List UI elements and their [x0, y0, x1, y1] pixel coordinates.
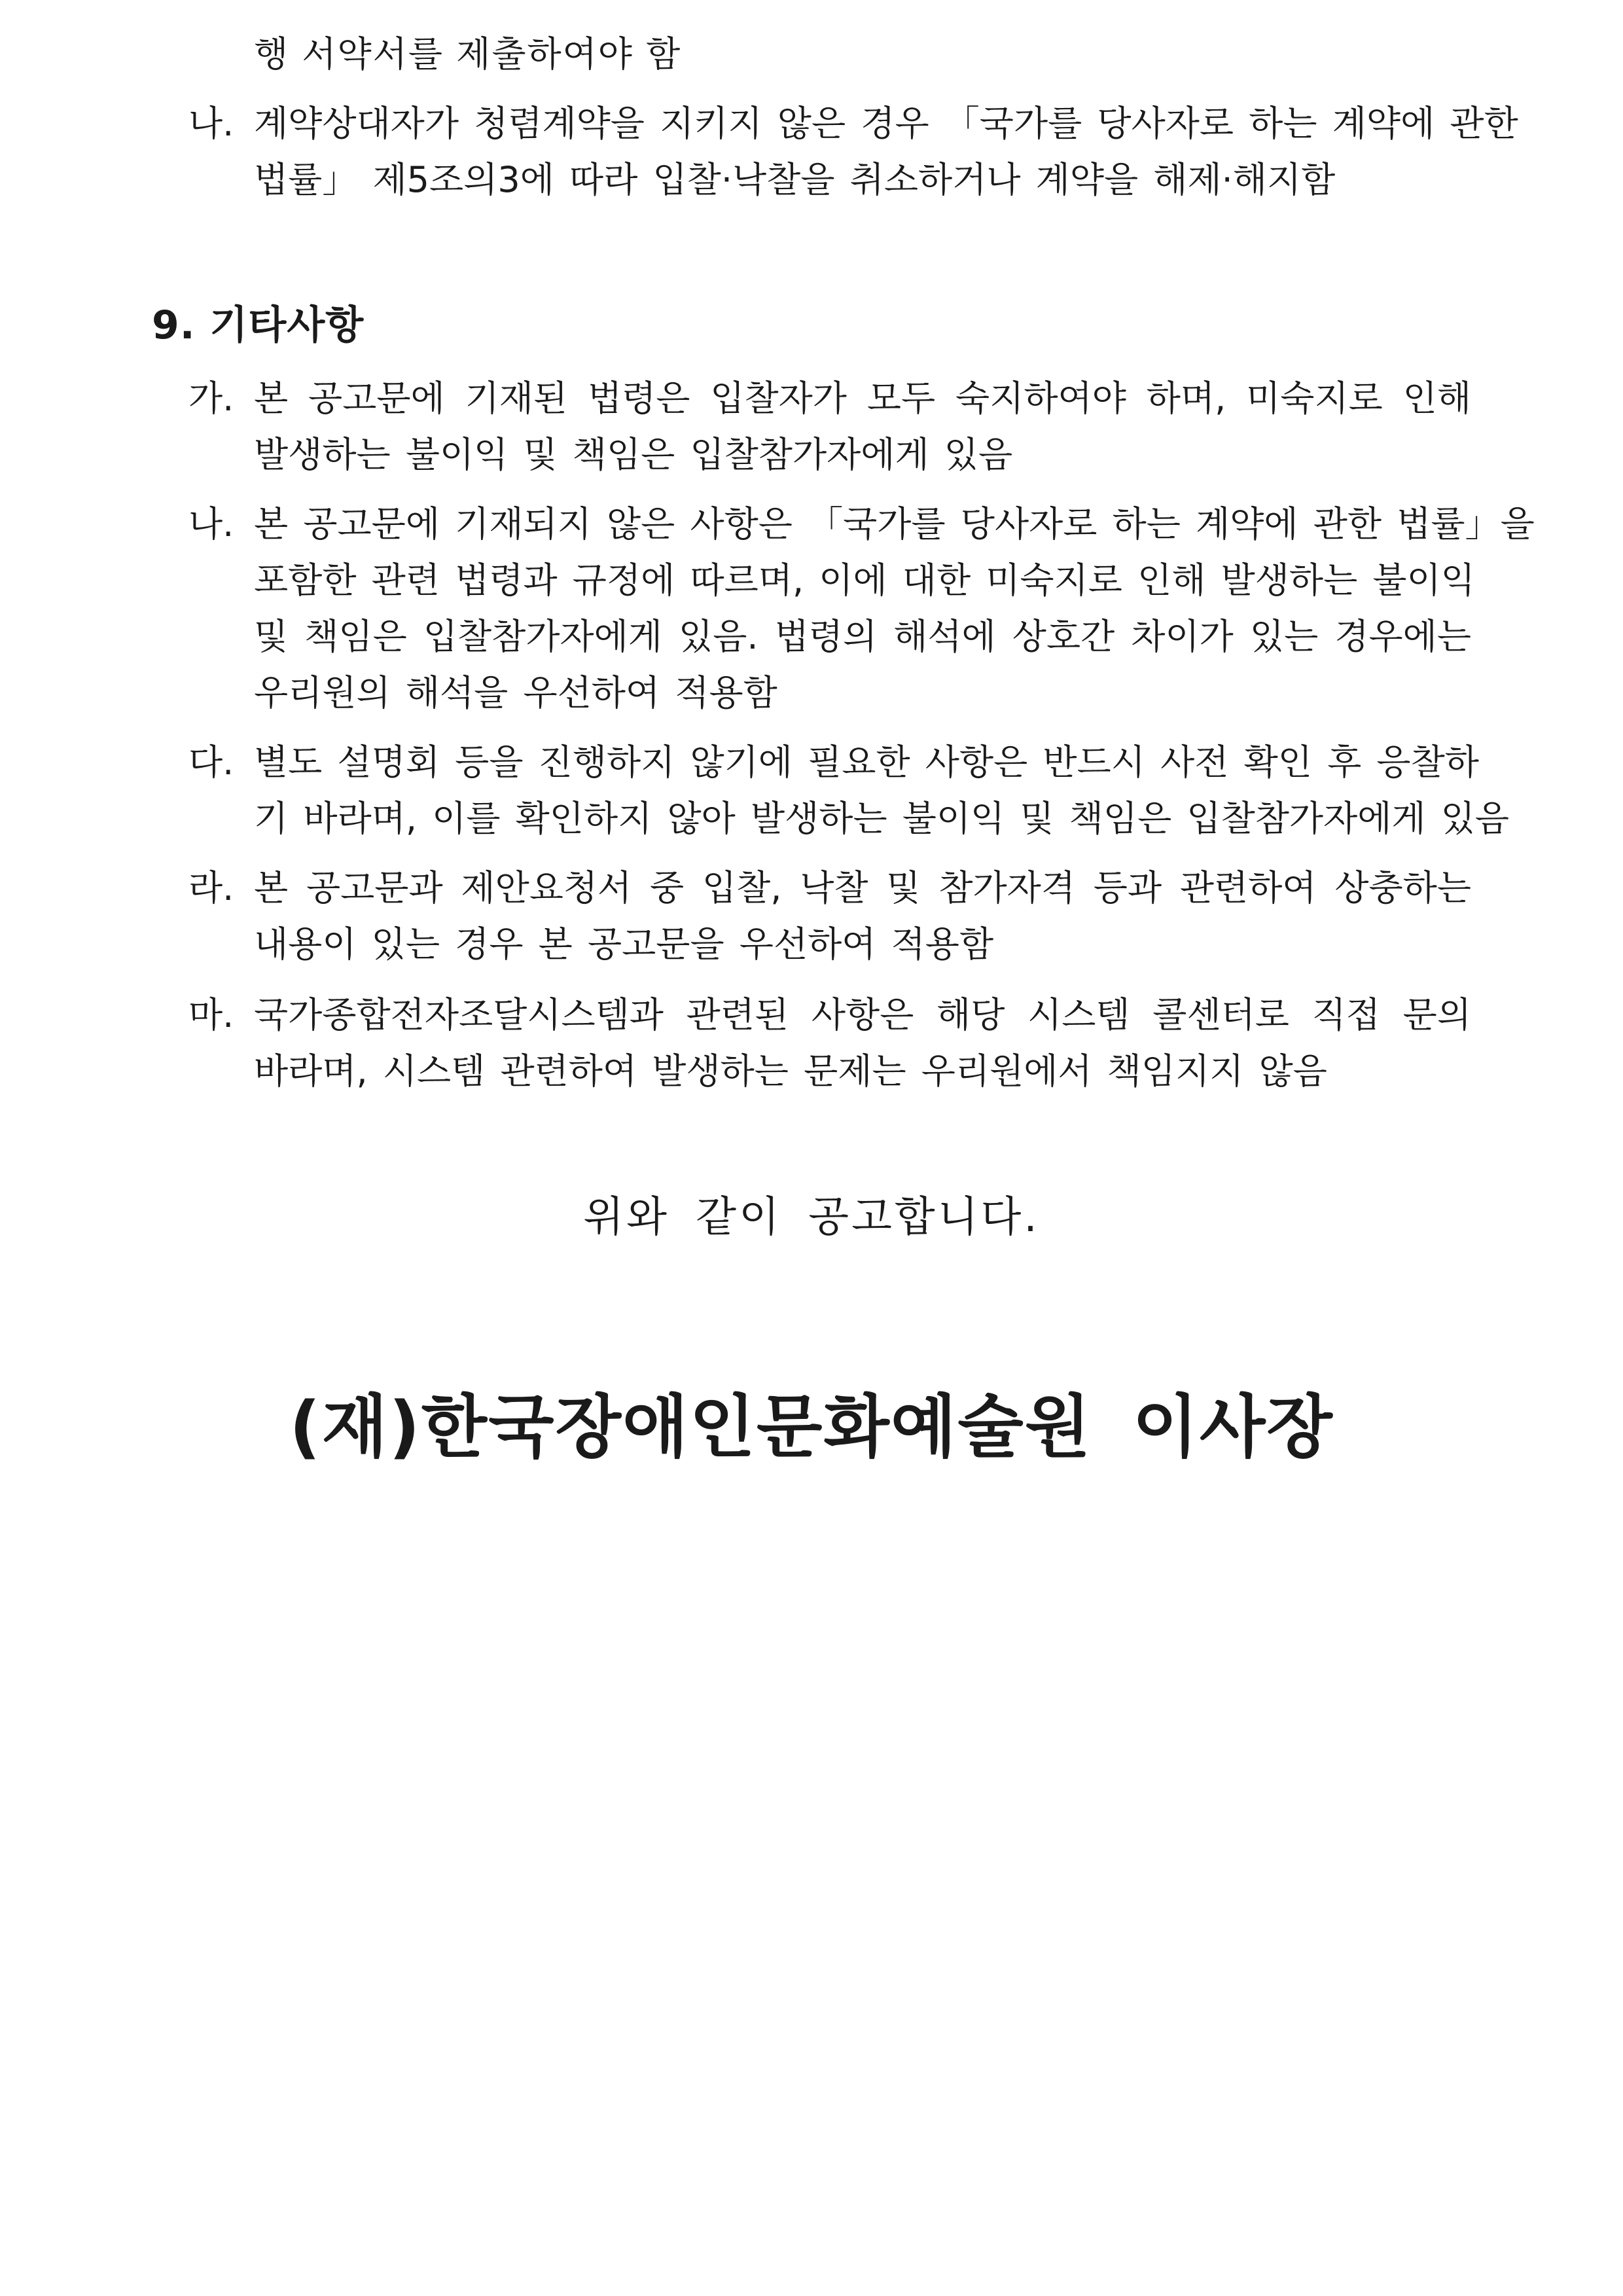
- text-line: 별도 설명회 등을 진행하지 않기에 필요한 사항은 반드시 사전 확인 후 응찰하: [254, 742, 1479, 783]
- text-line: 본 공고문과 제안요청서 중 입찰, 낙찰 및 참가자격 등과 관련하여 상충하는: [254, 867, 1471, 908]
- text-line: 본 공고문에 기재된 법령은 입찰자가 모두 숙지하여야 하며, 미숙지로 인해: [254, 378, 1471, 419]
- list-item-text: [254, 496, 1535, 721]
- continuation-line: 행 서약서를 제출하여야 함: [254, 33, 682, 75]
- list-marker: 마.: [188, 994, 234, 1035]
- text-line: 발생하는 불이익 및 책임은 입찰참가자에게 있음: [254, 434, 1013, 475]
- list-item-text: [254, 860, 1471, 973]
- list-marker: 나.: [188, 503, 234, 545]
- closing-statement: 위와 같이 공고합니다.: [583, 1193, 1040, 1242]
- text-line: 바라며, 시스템 관련하여 발생하는 문제는 우리원에서 책임지지 않음: [254, 1050, 1327, 1092]
- list-item-9-ra: [188, 860, 1471, 973]
- text-line: 내용이 있는 경우 본 공고문을 우선하여 적용함: [254, 924, 994, 965]
- list-item-9-na: [188, 496, 1535, 721]
- list-marker: 가.: [188, 378, 234, 419]
- list-item-text: [254, 370, 1471, 483]
- list-item-9-da: [188, 734, 1510, 847]
- text-line: 계약상대자가 청렴계약을 지키지 않은 경우 「국가를 당사자로 하는 계약에 관한: [254, 103, 1518, 144]
- text-line: 기 바라며, 이를 확인하지 않아 발생하는 불이익 및 책임은 입찰참가자에게 있음: [254, 798, 1510, 839]
- text-line: 법률」 제5조의3에 따라 입찰·낙찰을 취소하거나 계약을 해제·해지함: [254, 159, 1336, 200]
- list-marker: 나.: [188, 103, 234, 144]
- list-item-9-ma: [188, 987, 1471, 1100]
- list-item-9-ga: [188, 370, 1471, 483]
- list-item-text: [254, 987, 1471, 1100]
- text-line: 국가종합전자조달시스템과 관련된 사항은 해당 시스템 콜센터로 직접 문의: [254, 994, 1471, 1035]
- text-line: 본 공고문에 기재되지 않은 사항은 「국가를 당사자로 하는 계약에 관한 법률」을: [254, 503, 1535, 545]
- text-line: 포함한 관련 법령과 규정에 따르며, 이에 대한 미숙지로 인해 발생하는 불이익: [254, 560, 1475, 601]
- list-marker: 라.: [188, 867, 234, 908]
- list-item-8-na: [188, 96, 1518, 208]
- list-item-text: [254, 734, 1510, 847]
- list-marker: 다.: [188, 742, 234, 783]
- text-line: 우리원의 해석을 우선하여 적용함: [254, 672, 777, 713]
- list-item-text: [254, 96, 1518, 208]
- signature-line: (재)한국장애인문화예술원 이사장: [289, 1387, 1334, 1467]
- text-line: 및 책임은 입찰참가자에게 있음. 법령의 해석에 상호간 차이가 있는 경우에는: [254, 616, 1471, 657]
- section-heading: 9. 기타사항: [152, 302, 365, 348]
